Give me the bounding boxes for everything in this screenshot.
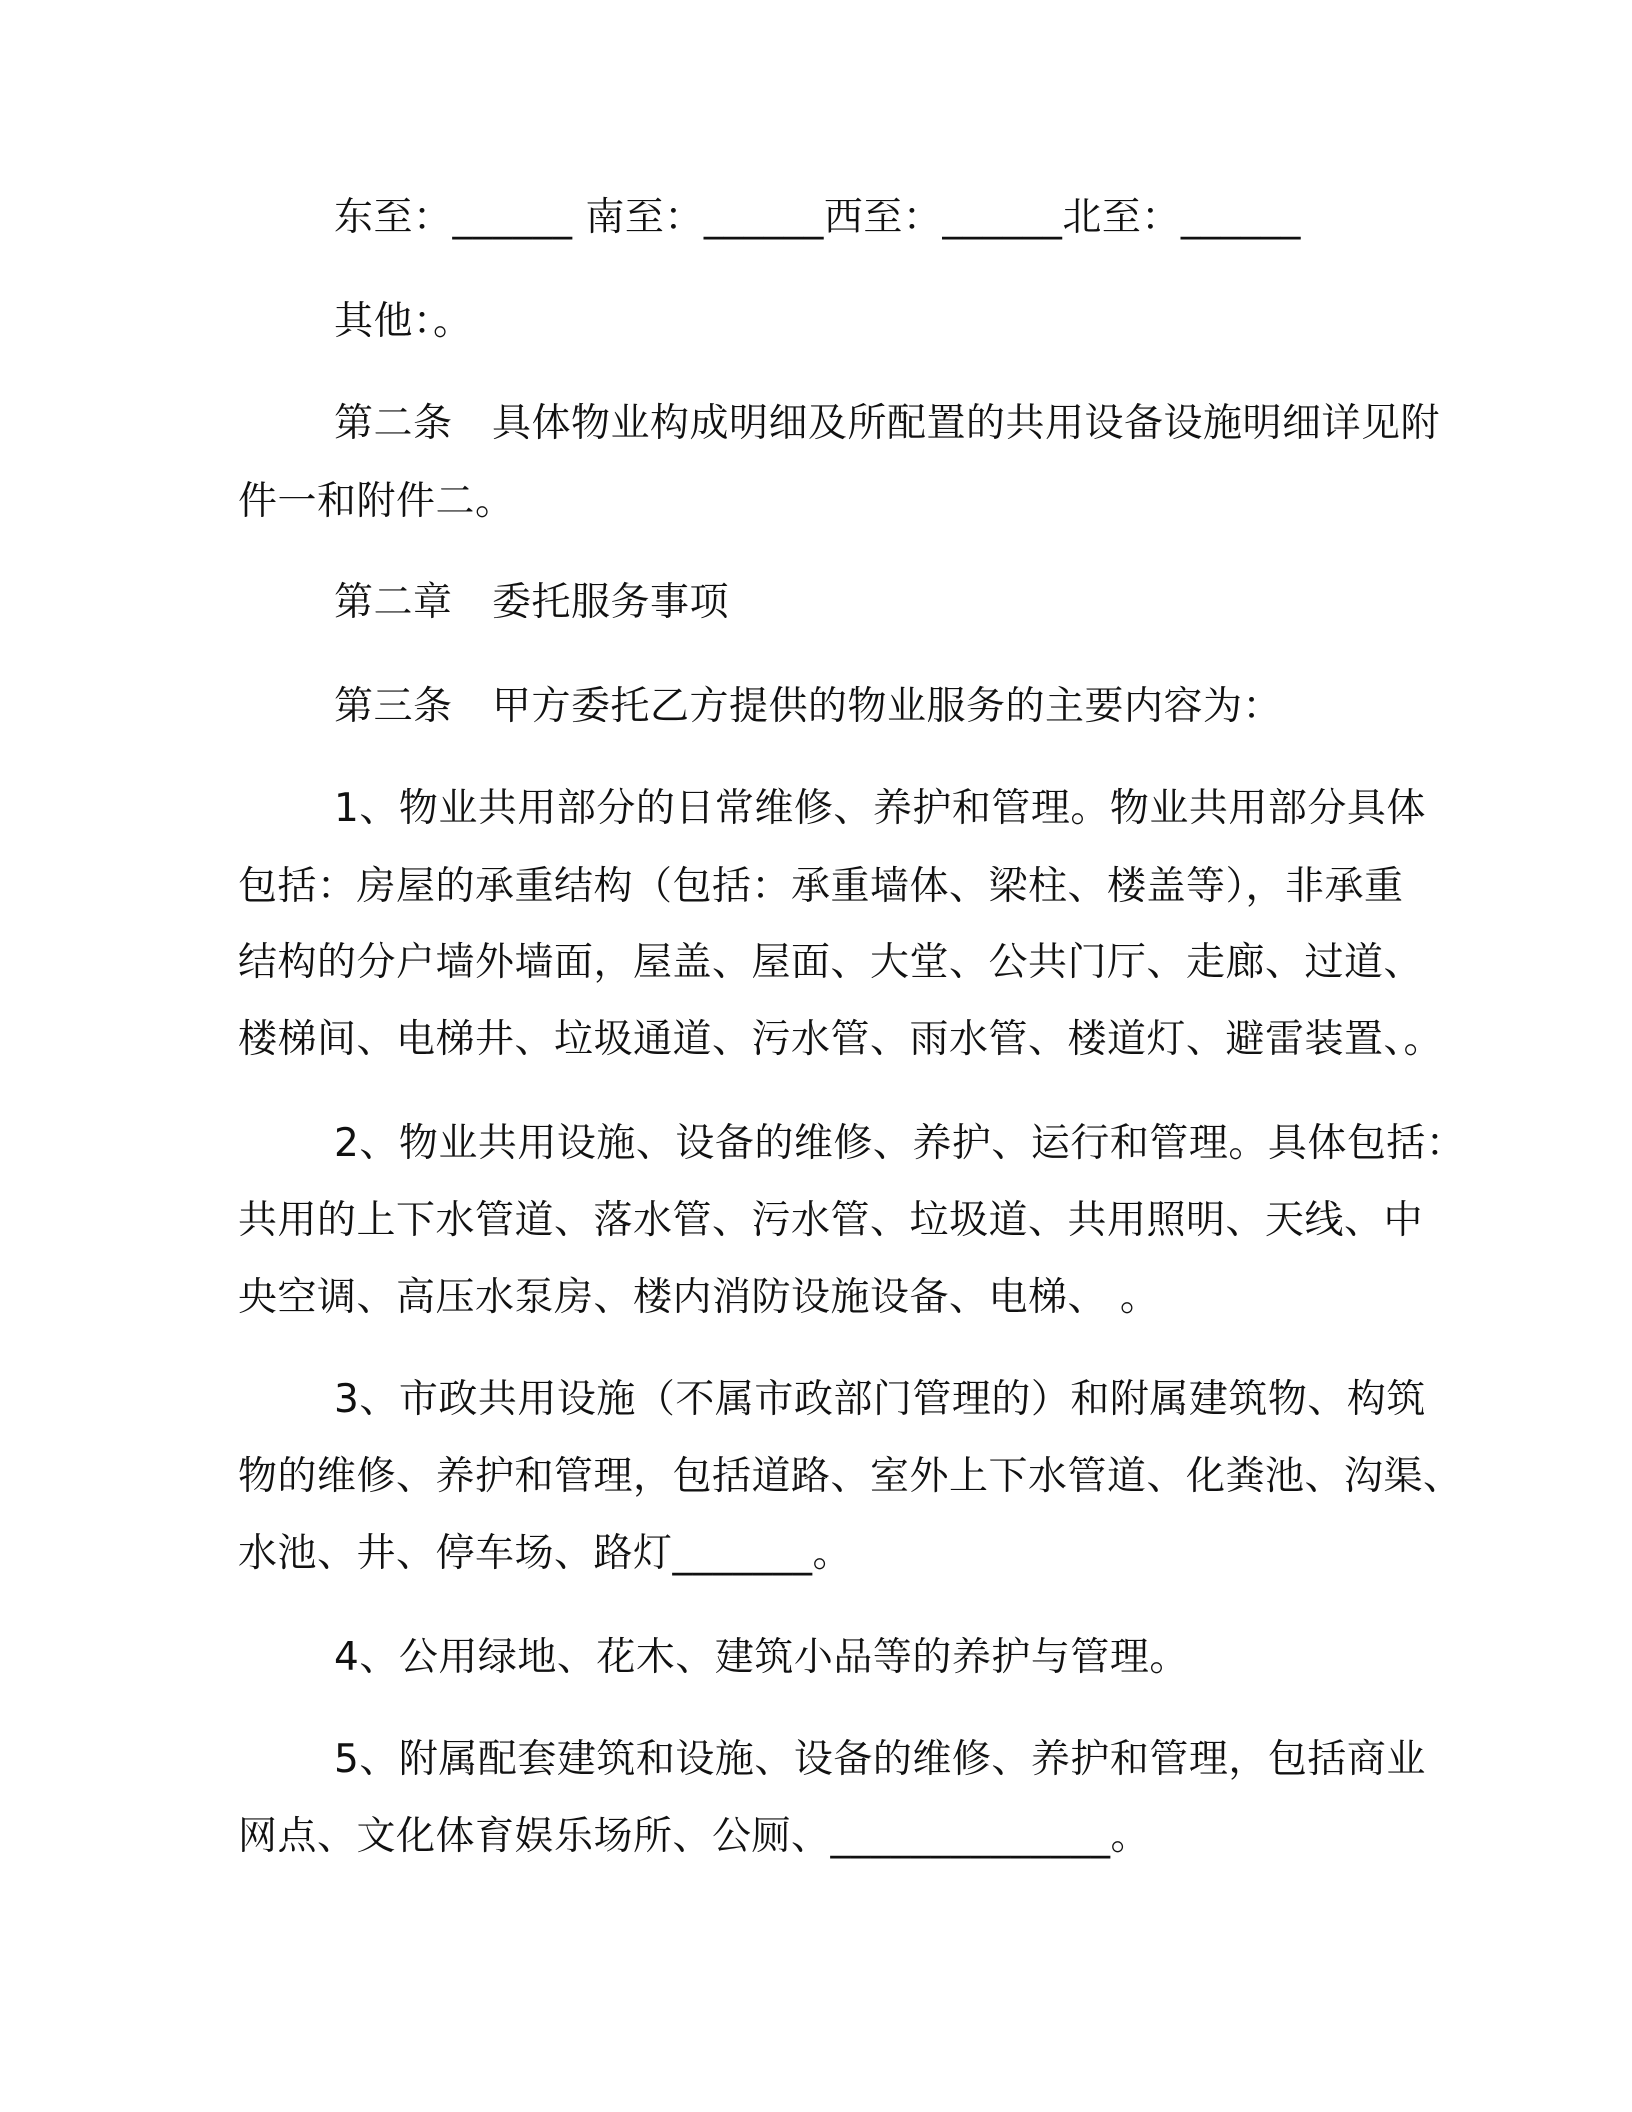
article-3-line: 第三条 甲方委托乙方提供的物业服务的主要内容为： [334,684,1283,729]
item-5-line-2: 网点、文化体育娱乐场所、公厕、______________。 [238,1814,1151,1859]
item-1-line-2: 包括：房屋的承重结构（包括：承重墙体、梁柱、楼盖等），非承重 [238,864,1404,909]
article-2-line-2: 件一和附件二。 [238,479,515,524]
item-3-line-2: 物的维修、养护和管理，包括道路、室外上下水管道、化粪池、沟渠、 [238,1454,1463,1499]
item-1-line-4: 楼梯间、电梯井、垃圾通道、污水管、雨水管、楼道灯、避雷装置、。 [238,1017,1444,1062]
item-4-line: 4、公用绿地、花木、建筑小品等的养护与管理。 [334,1635,1189,1680]
item-5-line-1: 5、附属配套建筑和设施、设备的维修、养护和管理，包括商业 [334,1737,1426,1782]
item-1-line-1: 1、物业共用部分的日常维修、养护和管理。物业共用部分具体 [334,786,1426,831]
article-2-line-1: 第二条 具体物业构成明细及所配置的共用设备设施明细详见附 [334,401,1441,446]
item-2-line-1: 2、物业共用设施、设备的维修、养护、运行和管理。具体包括： [334,1121,1466,1166]
boundaries-line: 东至：______ 南至：______西至：______北至：______ [334,195,1301,240]
other-line: 其他：。 [334,299,473,344]
item-2-line-3: 央空调、高压水泵房、楼内消防设施设备、电梯、 。 [238,1275,1160,1320]
item-3-line-1: 3、市政共用设施（不属市政部门管理的）和附属建筑物、构筑 [334,1377,1426,1422]
chapter-2-heading: 第二章 委托服务事项 [334,580,730,625]
item-2-line-2: 共用的上下水管道、落水管、污水管、垃圾道、共用照明、天线、中 [238,1198,1424,1243]
item-3-line-3: 水池、井、停车场、路灯_______。 [238,1531,853,1576]
item-1-line-3: 结构的分户墙外墙面，屋盖、屋面、大堂、公共门厅、走廊、过道、 [238,940,1424,985]
